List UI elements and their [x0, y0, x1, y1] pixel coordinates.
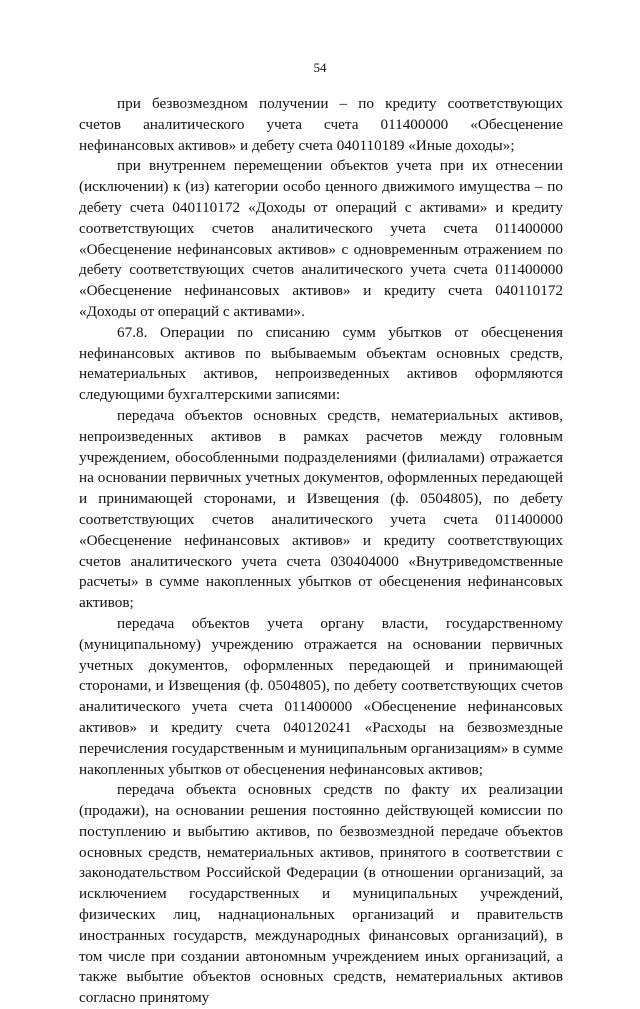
paragraph-transfer-on-sale: передача объекта основных средств по факту их реализации (продажи), на основании решения постоянно действующей комиссии по поступлению и выбытию активов, по безвозмездной передаче объектов основных средств, нематериальных активов, принятого в соответствии с законодательством Российской Федерации (в отношении организаций, за исключением государственных и муниципальных учреждений, физических лиц, наднациональных организаций и правительств иностранных государств, международных финансовых организаций), в том числе при создании автономным учреждением иных организаций, а также выбытие объектов основных средств, нематериальных активов согласно принятому [79, 781, 563, 1007]
document-body [79, 94, 563, 1009]
paragraph-clause-67-8: 67.8. Операции по списанию сумм убытков от обесценения нефинансовых активов по выбываемым объектам основных средств, нематериальных активов, непроизведенных активов оформляются следующими бухгалтерскими записями: [79, 323, 563, 404]
page-number: 54 [313, 60, 327, 75]
paragraph-gratuitous-receipt: при безвозмездном получении – по кредиту соответствующих счетов аналитического учета счета 011400000 «Обесценение нефинансовых активов» и дебету счета 040110189 «Иные доходы»; [79, 95, 563, 154]
paragraph-transfer-between-units: передача объектов основных средств, нематериальных активов, непроизведенных активов в рамках расчетов между головным учреждением, обособленными подразделениями (филиалами) отражается на основании первичных учетных документов, оформленных передающей и принимающей сторонами, и Извещения (ф. 0504805), по дебету соответствующих счетов аналитического учета счета 011400000 «Обесценение нефинансовых активов» и кредиту соответствующих счетов аналитического учета счета 030404000 «Внутриведомственные расчеты» в сумме накопленных убытков от обесценения нефинансовых активов; [79, 406, 563, 612]
paragraph-transfer-to-authority: передача объектов учета органу власти, государственному (муниципальному) учреждению отражается на основании первичных учетных документов, оформленных передающей и принимающей сторонами, и Извещения (ф. 0504805), по дебету соответствующих счетов аналитического учета счета 011400000 «Обесценение нефинансовых активов» и кредиту счета 040120241 «Расходы на безвозмездные перечисления государственным и муниципальным организациям» в сумме накопленных убытков от обесценения нефинансовых активов; [79, 614, 563, 778]
paragraph-internal-transfer: при внутреннем перемещении объектов учета при их отнесении (исключении) к (из) категории особо ценного движимого имущества – по дебету счета 040110172 «Доходы от операций с активами» и кредиту соответствующих счетов аналитического учета счета 011400000 «Обесценение нефинансовых активов» с одновременным отражением по дебету соответствующих счетов аналитического учета счета 011400000 «Обесценение нефинансовых активов» и кредиту счета 040110172 «Доходы от операций с активами». [79, 157, 563, 320]
